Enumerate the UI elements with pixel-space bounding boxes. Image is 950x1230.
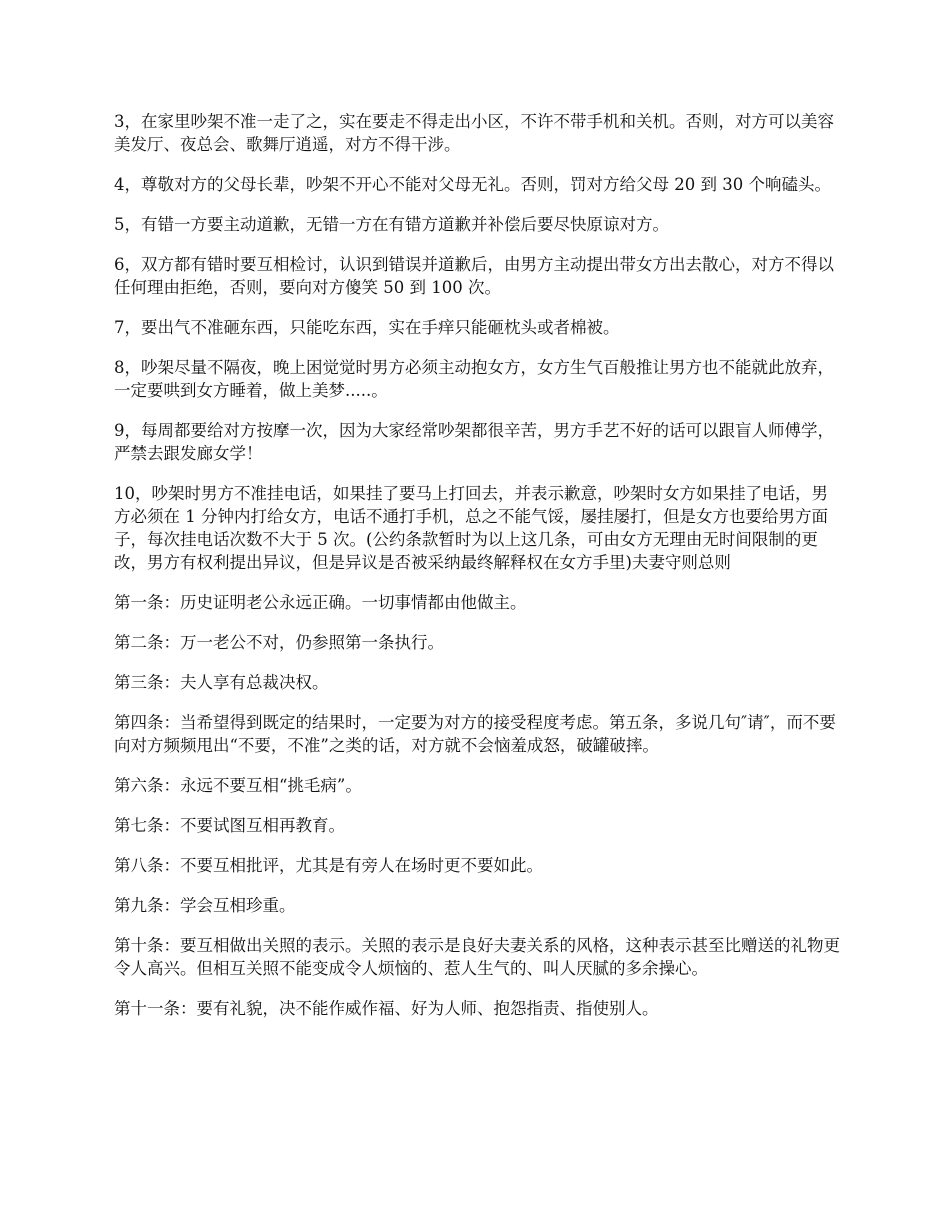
paragraph-article-11: 第十一条：要有礼貌，决不能作威作福、好为人师、抱怨指责、指使别人。 [114,999,659,1018]
paragraph-article-2: 第二条：万一老公不对，仍参照第一条执行。 [114,633,444,652]
paragraph-article-3: 第三条：夫人享有总裁决权。 [114,673,329,692]
paragraph-article-10: 第十条：要互相做出关照的表示。关照的表示是良好夫妻关系的风格，这种表示甚至比赠送的礼物更令人高兴。但相互关照不能变成令人烦恼的、惹人生气的、叫人厌腻的多余操心。 [114,936,840,978]
paragraph-article-4: 第四条：当希望得到既定的结果时，一定要为对方的接受程度考虑。第五条，多说几句″请″，而不要向对方频频甩出“不要，不准”之类的话，对方就不会恼羞成怒，破罐破摔。 [114,713,836,755]
paragraph-rule-6: 6，双方都有错时要互相检讨，认识到错误并道歉后，由男方主动提出带女方出去散心，对方不得以任何理由拒绝，否则，要向对方傻笑 50 到 100 次。 [114,255,834,297]
paragraph-rule-7: 7，要出气不准砸东西，只能吃东西，实在手痒只能砸枕头或者棉被。 [114,318,620,337]
paragraph-rule-3: 3，在家里吵架不准一走了之，实在要走不得走出小区，不许不带手机和关机。否则，对方可以美容美发厅、夜总会、歌舞厅逍遥，对方不得干涉。 [114,112,834,154]
paragraph-rule-9: 9，每周都要给对方按摩一次，因为大家经常吵架都很辛苦，男方手艺不好的话可以跟盲人师傅学，严禁去跟发廊女学！ [114,421,834,463]
document-body [114,110,844,1037]
paragraph-rule-4: 4，尊敬对方的父母长辈，吵架不开心不能对父母无礼。否则，罚对方给父母 20 到 30 个响磕头。 [114,175,831,194]
paragraph-rule-8: 8，吵架尽量不隔夜，晚上困觉觉时男方必须主动抱女方，女方生气百般推让男方也不能就此放弃，一定要哄到女方睡着，做上美梦.....。 [114,358,834,400]
paragraph-article-9: 第九条：学会互相珍重。 [114,896,296,915]
paragraph-article-8: 第八条：不要互相批评，尤其是有旁人在场时更不要如此。 [114,856,543,875]
paragraph-article-6: 第六条：永远不要互相“挑毛病”。 [114,776,362,795]
paragraph-article-1: 第一条：历史证明老公永远正确。一切事情都由他做主。 [114,593,527,612]
paragraph-rule-10: 10，吵架时男方不准挂电话，如果挂了要马上打回去，并表示歉意，吵架时女方如果挂了电话，男方必须在 1 分钟内打给女方，电话不通打手机，总之不能气馁，屡挂屡打，但是女方也要给男方面子，每次挂电话次数不大于 5 次。(公约条款暂时为以上这几条，可由女方无理由无时间限制的更改，男方有权利提出异议，但是异议是否被采纳最终解释权在女方手里)夫妻守则总则 [114,484,828,572]
paragraph-rule-5: 5，有错一方要主动道歉，无错一方在有错方道歉并补偿后要尽快原谅对方。 [114,215,669,234]
paragraph-article-7: 第七条：不要试图互相再教育。 [114,816,345,835]
